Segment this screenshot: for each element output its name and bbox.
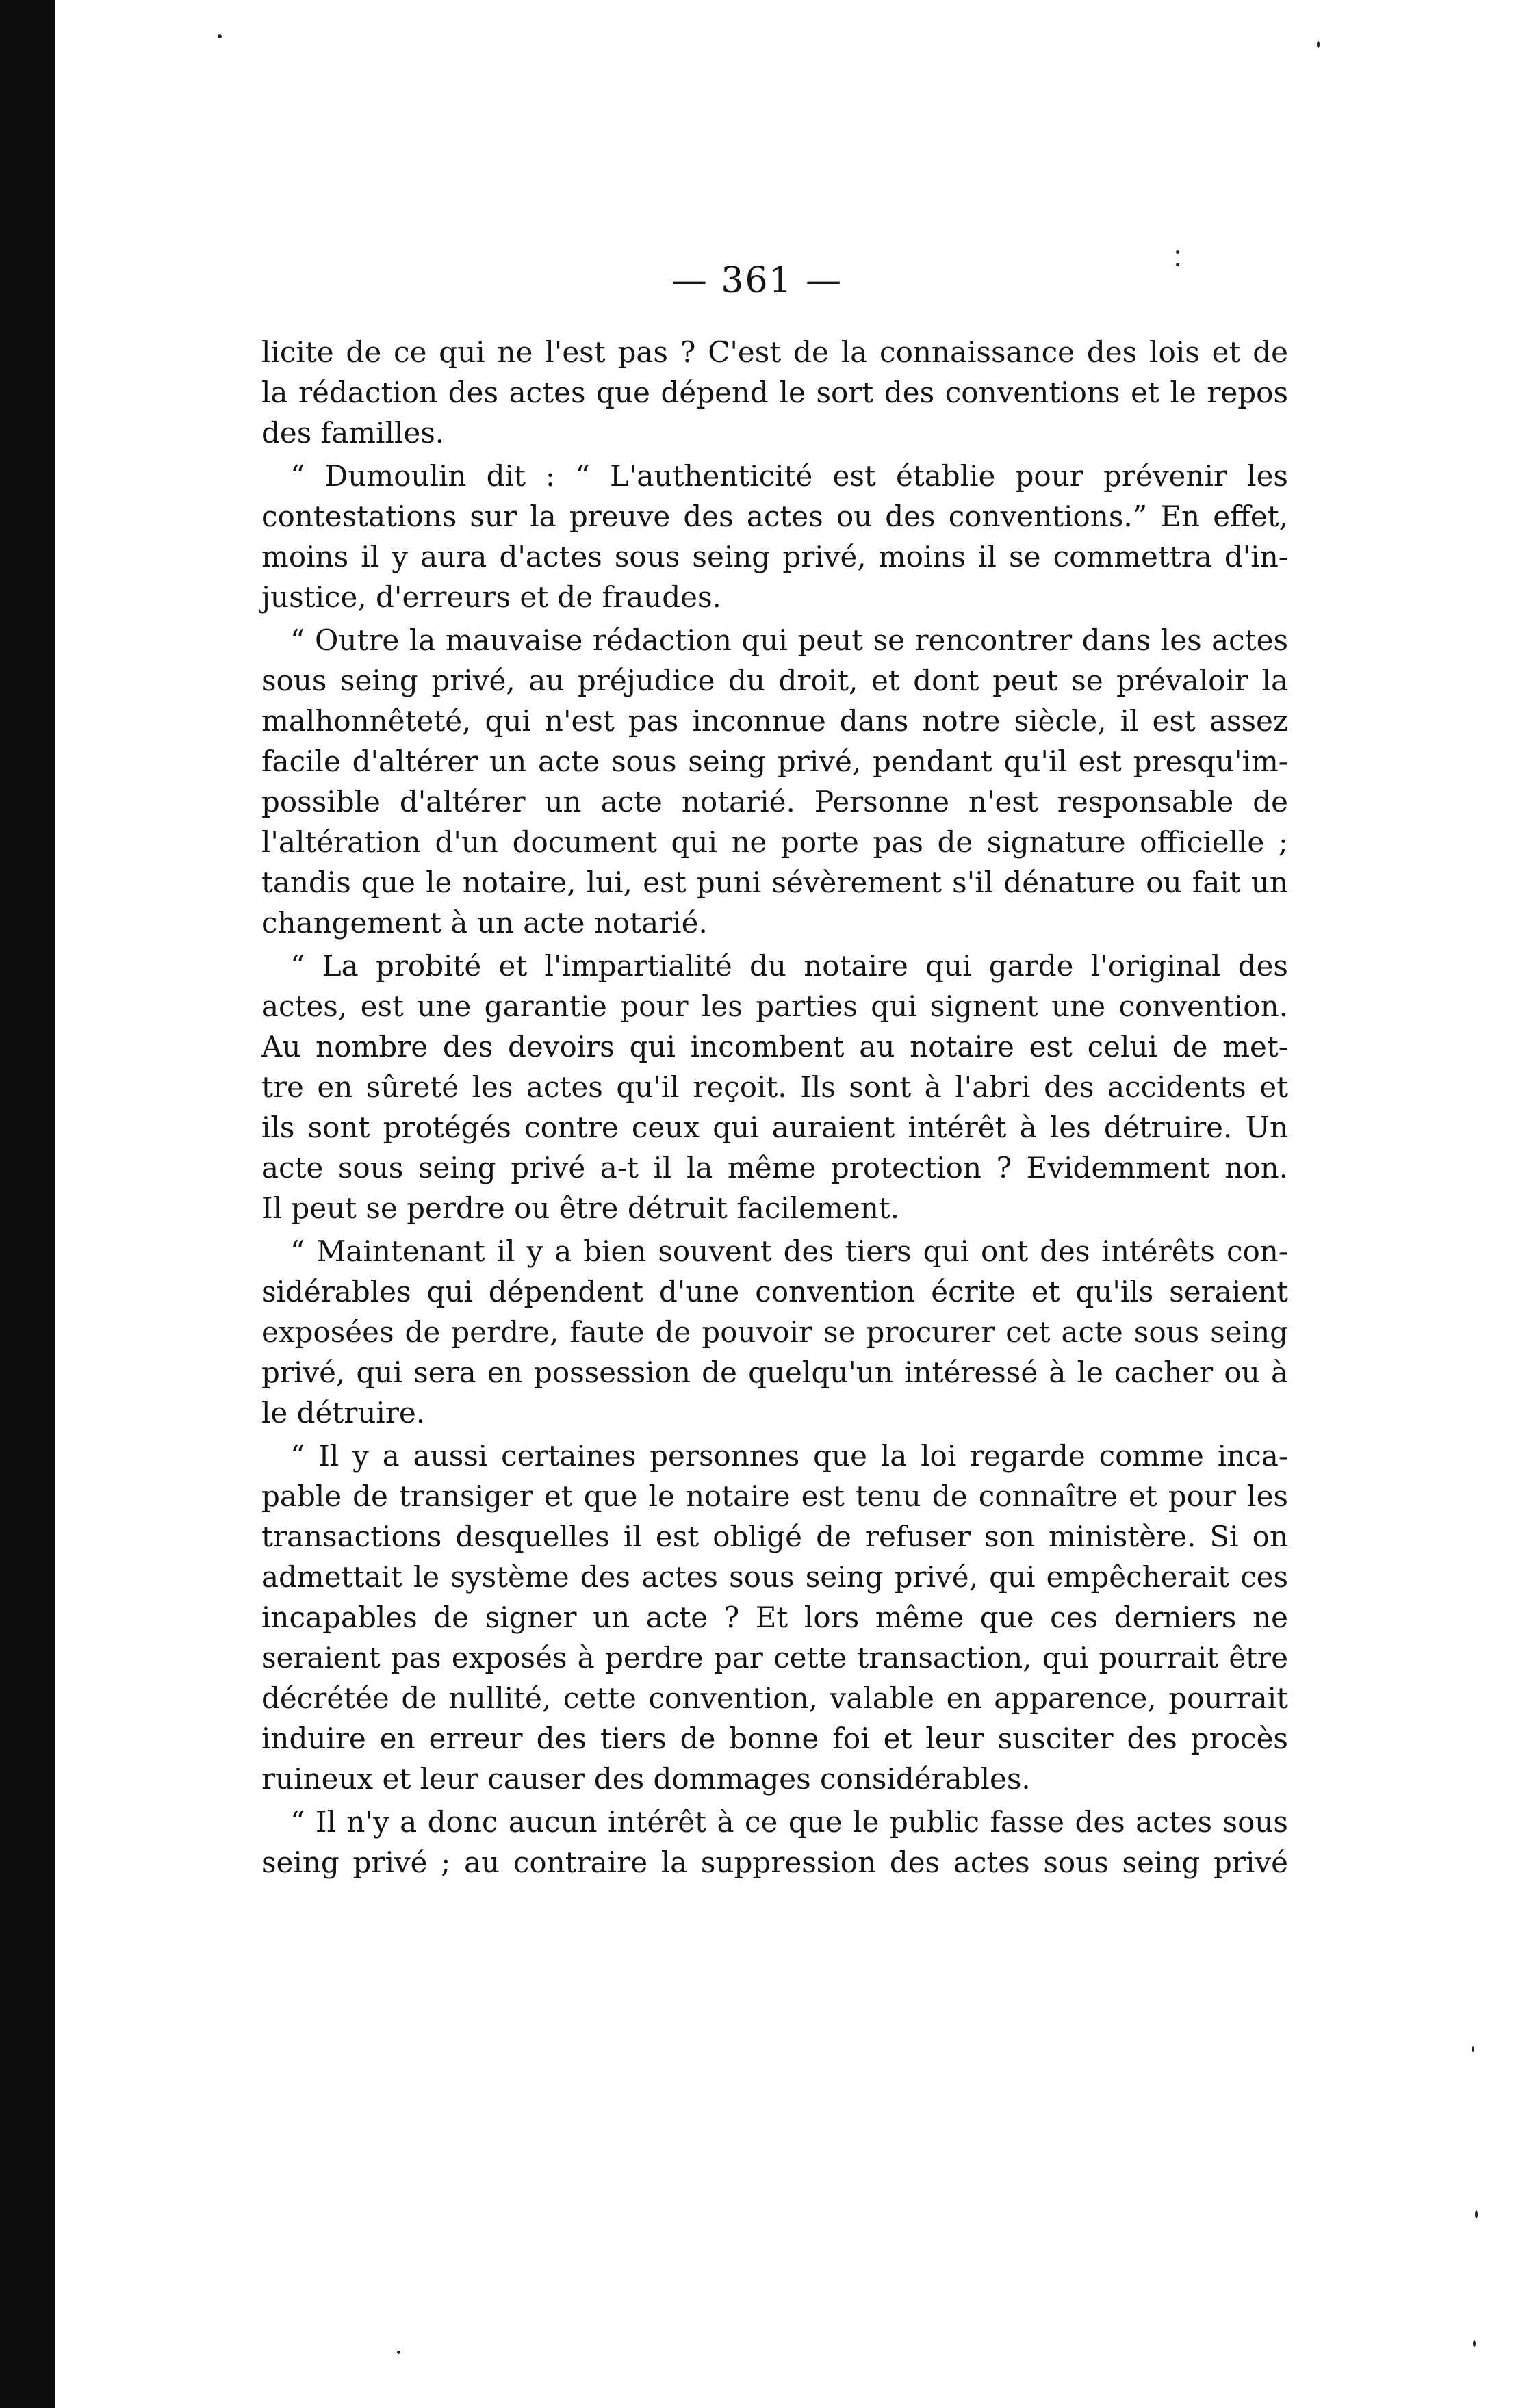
paragraph <box>261 946 1288 1228</box>
page-binding-edge <box>0 0 55 2408</box>
text-line: tre en sûreté les actes qu'il reçoit. Ils sont à l'abri des accidents et <box>261 1070 1288 1104</box>
scan-speck <box>218 34 222 38</box>
paragraph <box>261 1436 1288 1799</box>
text-line: “ La probité et l'impartialité du notaire qui garde l'original des <box>290 949 1288 983</box>
text-line: ruineux et leur causer des dommages considérables. <box>261 1762 1031 1796</box>
text-line: induire en erreur des tiers de bonne foi et leur susciter des procès <box>261 1722 1288 1755</box>
text-line: changement à un acte notarié. <box>261 906 708 940</box>
paragraph <box>261 620 1288 943</box>
scan-speck <box>1176 263 1179 266</box>
text-line: incapables de signer un acte ? Et lors même que ces derniers ne <box>261 1601 1288 1634</box>
text-line: la rédaction des actes que dépend le sort des conventions et le repos <box>261 376 1288 409</box>
text-line: exposées de perdre, faute de pouvoir se procurer cet acte sous seing <box>261 1315 1288 1349</box>
text-line: “ Il n'y a donc aucun intérêt à ce que le public fasse des actes sous <box>290 1805 1288 1839</box>
text-line: l'altération d'un document qui ne porte pas de signature officielle ; <box>261 825 1288 859</box>
text-line: pable de transiger et que le notaire est tenu de connaître et pour les <box>261 1479 1288 1513</box>
paragraph <box>261 332 1288 453</box>
text-line: malhonnêteté, qui n'est pas inconnue dans notre siècle, il est assez <box>261 704 1288 738</box>
page-number: — 361 — <box>671 260 843 301</box>
scan-speck <box>1475 2210 1478 2218</box>
text-line: Il peut se perdre ou être détruit facilement. <box>261 1191 900 1225</box>
scan-speck <box>1317 41 1320 48</box>
text-line: ils sont protégés contre ceux qui auraient intérêt à les détruire. Un <box>261 1111 1288 1144</box>
text-line: actes, est une garantie pour les parties qui signent une convention. <box>261 989 1288 1023</box>
text-line: des familles. <box>261 416 445 450</box>
text-line: décrétée de nullité, cette convention, valable en apparence, pourrait <box>261 1681 1288 1715</box>
text-line: facile d'altérer un acte sous seing privé, pendant qu'il est presqu'im- <box>261 745 1288 778</box>
text-line: Au nombre des devoirs qui incombent au notaire est celui de met- <box>261 1030 1288 1063</box>
paragraph <box>261 456 1288 617</box>
text-line: tandis que le notaire, lui, est puni sévèrement s'il dénature ou fait un <box>261 866 1288 899</box>
scan-speck <box>1472 2046 1474 2052</box>
paragraph <box>261 1802 1288 1882</box>
text-line: “ Maintenant il y a bien souvent des tiers qui ont des intérêts con- <box>290 1234 1288 1268</box>
text-line: privé, qui sera en possession de quelqu'un intéressé à le cacher ou à <box>261 1356 1288 1389</box>
text-line: le détruire. <box>261 1396 426 1429</box>
scan-speck <box>1473 2340 1476 2347</box>
text-line: moins il y aura d'actes sous seing privé, moins il se commettra d'in- <box>261 540 1288 573</box>
text-line: seing privé ; au contraire la suppression des actes sous seing privé <box>261 1846 1288 1879</box>
text-line: sidérables qui dépendent d'une convention écrite et qu'ils seraient <box>261 1275 1288 1308</box>
body-text <box>261 332 1288 1882</box>
text-line: justice, d'erreurs et de fraudes. <box>261 580 721 614</box>
scan-speck <box>397 2351 400 2354</box>
text-line: acte sous seing privé a-t il la même protection ? Evidemment non. <box>261 1151 1288 1184</box>
scan-speck <box>1176 250 1179 254</box>
text-line: “ Outre la mauvaise rédaction qui peut se rencontrer dans les actes <box>290 623 1288 657</box>
text-line: admettait le système des actes sous seing privé, qui empêcherait ces <box>261 1560 1288 1594</box>
text-line: contestations sur la preuve des actes ou des conventions.” En effet, <box>261 500 1288 533</box>
text-line: possible d'altérer un acte notarié. Personne n'est responsable de <box>261 785 1288 818</box>
paragraph <box>261 1231 1288 1433</box>
text-line: “ Dumoulin dit : “ L'authenticité est établie pour prévenir les <box>290 459 1288 493</box>
text-line: “ Il y a aussi certaines personnes que la loi regarde comme inca- <box>290 1439 1288 1473</box>
text-line: transactions desquelles il est obligé de refuser son ministère. Si on <box>261 1520 1288 1553</box>
text-line: sous seing privé, au préjudice du droit, et dont peut se prévaloir la <box>261 664 1288 697</box>
text-line: seraient pas exposés à perdre par cette transaction, qui pourrait être <box>261 1641 1288 1674</box>
text-line: licite de ce qui ne l'est pas ? C'est de la connaissance des lois et de <box>261 335 1288 369</box>
